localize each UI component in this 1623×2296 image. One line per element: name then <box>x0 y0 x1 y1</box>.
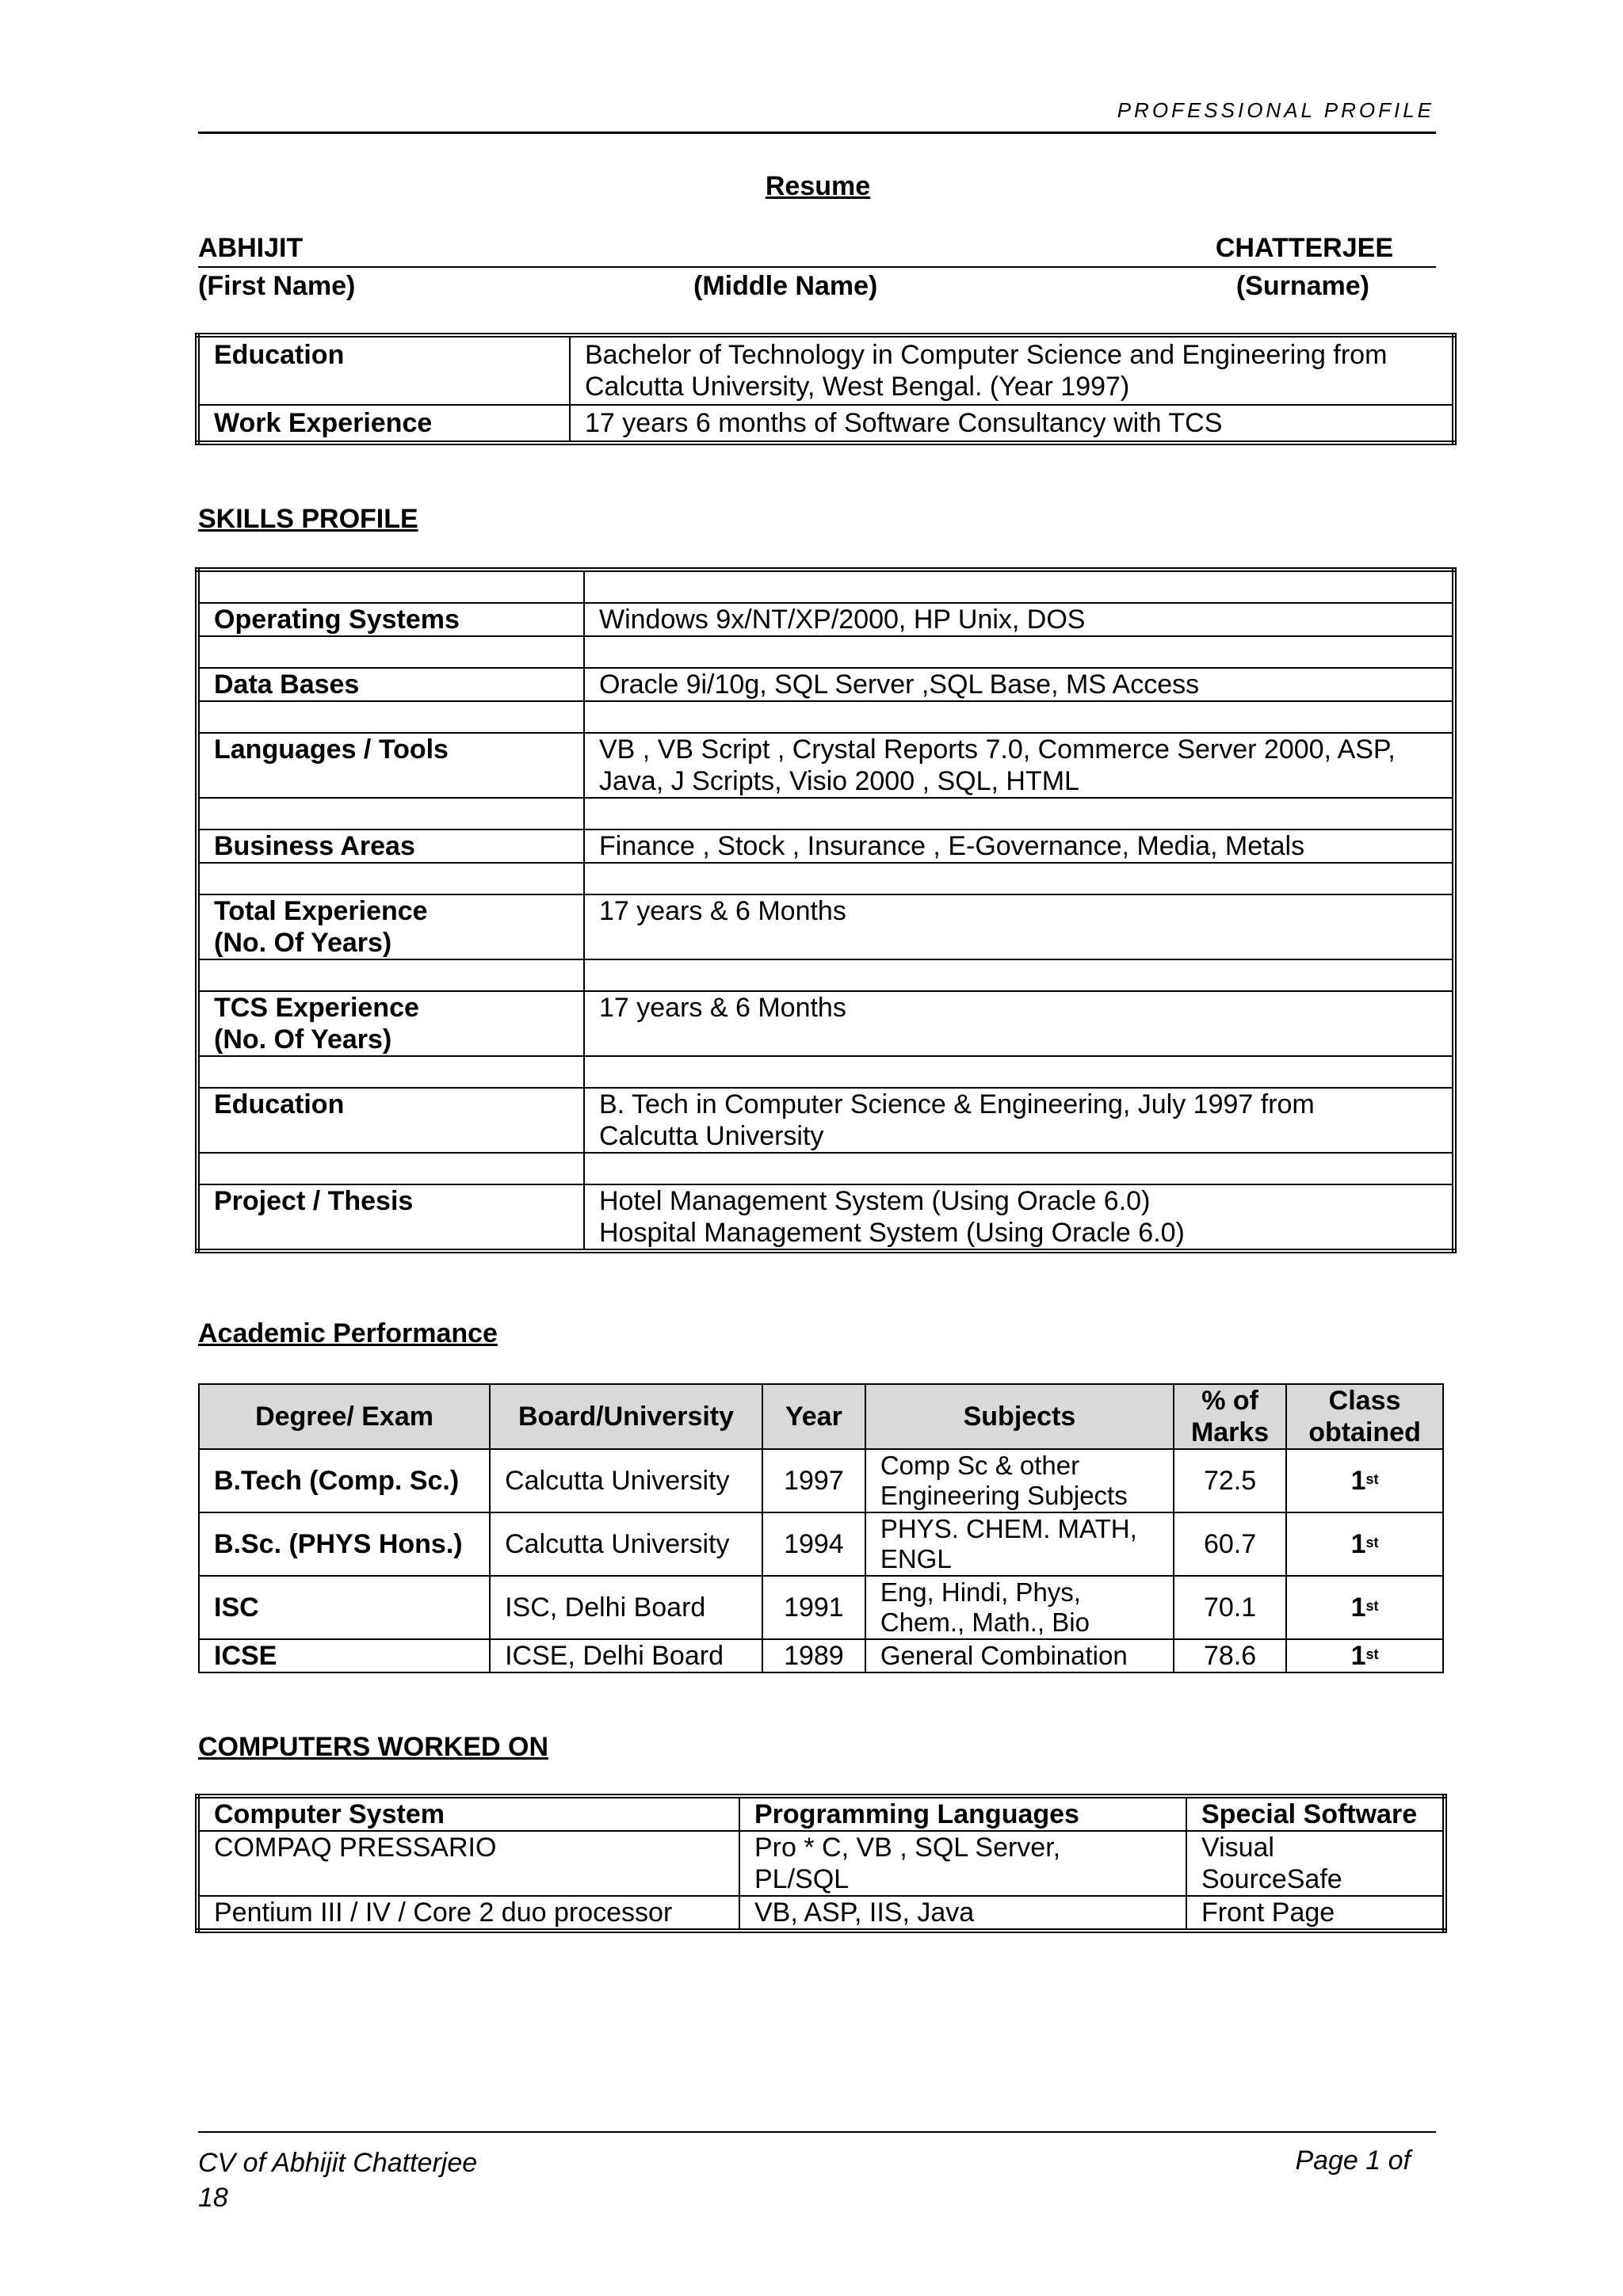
board-cell: ISC, Delhi Board <box>490 1576 762 1639</box>
table-row <box>199 1512 1443 1576</box>
degree-cell: ISC <box>199 1576 490 1639</box>
table-row <box>197 603 1454 636</box>
first-name-label: (First Name) <box>198 271 356 301</box>
col-degree: Degree/ Exam <box>199 1384 490 1449</box>
table-row <box>197 570 1454 603</box>
first-name: ABHIJIT <box>198 233 304 263</box>
marks-cell: 72.5 <box>1174 1449 1286 1512</box>
biz-label: Business Areas <box>197 830 584 863</box>
table-row <box>197 1831 1445 1896</box>
languages-cell: VB, ASP, IIS, Java <box>739 1896 1186 1931</box>
table-row <box>197 863 1454 894</box>
computers-table <box>195 1794 1447 1933</box>
table-row <box>197 991 1454 1056</box>
col-marks: % of Marks <box>1174 1384 1286 1449</box>
col-year: Year <box>762 1384 865 1449</box>
lang-label: Languages / Tools <box>197 733 584 798</box>
subjects-cell: Comp Sc & other Engineering Subjects <box>865 1449 1174 1512</box>
academic-header-row <box>199 1384 1443 1449</box>
skills-edu-label: Education <box>197 1088 584 1153</box>
summary-table <box>195 333 1457 445</box>
db-label: Data Bases <box>197 668 584 701</box>
software-cell: Visual SourceSafe <box>1186 1831 1445 1896</box>
name-values <box>198 233 1436 264</box>
computers-header-row <box>197 1796 1445 1831</box>
col-subjects: Subjects <box>865 1384 1174 1449</box>
tcs-exp-value: 17 years & 6 Months <box>584 991 1454 1056</box>
table-row <box>197 335 1454 405</box>
project-value: Hotel Management System (Using Oracle 6.0) Hospital Management System (Using Oracle 6.0) <box>584 1184 1454 1251</box>
summary-education-label: Education <box>197 335 570 405</box>
board-cell: Calcutta University <box>490 1449 762 1512</box>
subjects-cell: PHYS. CHEM. MATH, ENGL <box>865 1512 1174 1576</box>
middle-name-label: (Middle Name) <box>693 271 878 301</box>
surname: CHATTERJEE <box>1215 233 1393 263</box>
summary-work-label: Work Experience <box>197 405 570 443</box>
table-row <box>197 1153 1454 1184</box>
header-title: PROFESSIONAL PROFILE <box>1117 98 1434 122</box>
class-cell: 1st <box>1286 1512 1443 1576</box>
class-cell: 1st <box>1286 1576 1443 1639</box>
table-row <box>197 959 1454 991</box>
lang-value: VB , VB Script , Crystal Reports 7.0, Commerce Server 2000, ASP, Java, J Scripts, Visio 2000 , SQL, HTML <box>584 733 1454 798</box>
marks-cell: 60.7 <box>1174 1512 1286 1576</box>
summary-education-value: Bachelor of Technology in Computer Science and Engineering from Calcutta University, West Bengal. (Year 1997) <box>570 335 1454 405</box>
computers-heading: COMPUTERS WORKED ON <box>198 1732 548 1762</box>
footer-page: Page 1 of <box>1295 2145 1411 2176</box>
degree-cell: ICSE <box>199 1639 490 1672</box>
name-rule <box>198 266 1436 268</box>
table-row <box>197 636 1454 668</box>
languages-cell: Pro * C, VB , SQL Server, PL/SQL <box>739 1831 1186 1896</box>
skills-heading: SKILLS PROFILE <box>198 504 418 534</box>
total-exp-label: Total Experience (No. Of Years) <box>197 894 584 959</box>
table-row <box>197 798 1454 830</box>
surname-label: (Surname) <box>1235 271 1369 301</box>
table-row <box>197 405 1454 443</box>
table-row <box>197 1896 1445 1931</box>
degree-cell: B.Tech (Comp. Sc.) <box>199 1449 490 1512</box>
class-cell: 1st <box>1286 1449 1443 1512</box>
table-row <box>197 894 1454 959</box>
total-exp-value: 17 years & 6 Months <box>584 894 1454 959</box>
subjects-cell: Eng, Hindi, Phys, Chem., Math., Bio <box>865 1576 1174 1639</box>
table-row <box>197 830 1454 863</box>
system-cell: COMPAQ PRESSARIO <box>197 1831 739 1896</box>
skills-table <box>195 567 1457 1253</box>
col-class: Class obtained <box>1286 1384 1443 1449</box>
table-row <box>197 1184 1454 1251</box>
project-label: Project / Thesis <box>197 1184 584 1251</box>
year-cell: 1997 <box>762 1449 865 1512</box>
col-programming-languages: Programming Languages <box>739 1796 1186 1831</box>
class-cell: 1st <box>1286 1639 1443 1672</box>
software-cell: Front Page <box>1186 1896 1445 1931</box>
year-cell: 1991 <box>762 1576 865 1639</box>
footer-rule <box>198 2131 1436 2133</box>
tcs-exp-label: TCS Experience (No. Of Years) <box>197 991 584 1056</box>
degree-cell: B.Sc. (PHYS Hons.) <box>199 1512 490 1576</box>
academic-table <box>198 1383 1444 1673</box>
db-value: Oracle 9i/10g, SQL Server ,SQL Base, MS Access <box>584 668 1454 701</box>
subjects-cell: General Combination <box>865 1639 1174 1672</box>
table-row <box>197 1056 1454 1088</box>
footer-left: CV of Abhijit Chatterjee 18 <box>198 2148 478 2213</box>
year-cell: 1994 <box>762 1512 865 1576</box>
header-rule <box>198 132 1436 134</box>
table-row <box>197 1088 1454 1153</box>
marks-cell: 78.6 <box>1174 1639 1286 1672</box>
table-row <box>197 733 1454 798</box>
board-cell: Calcutta University <box>490 1512 762 1576</box>
table-row <box>199 1576 1443 1639</box>
marks-cell: 70.1 <box>1174 1576 1286 1639</box>
system-cell: Pentium III / IV / Core 2 duo processor <box>197 1896 739 1931</box>
table-row <box>197 701 1454 733</box>
page-title: Resume <box>765 171 871 201</box>
col-computer-system: Computer System <box>197 1796 739 1831</box>
skills-edu-value: B. Tech in Computer Science & Engineering, July 1997 from Calcutta University <box>584 1088 1454 1153</box>
biz-value: Finance , Stock , Insurance , E-Governance, Media, Metals <box>584 830 1454 863</box>
col-special-software: Special Software <box>1186 1796 1445 1831</box>
name-labels <box>198 271 1436 302</box>
table-row <box>197 668 1454 701</box>
board-cell: ICSE, Delhi Board <box>490 1639 762 1672</box>
os-value: Windows 9x/NT/XP/2000, HP Unix, DOS <box>584 603 1454 636</box>
table-row <box>199 1449 1443 1512</box>
col-board: Board/University <box>490 1384 762 1449</box>
table-row <box>199 1639 1443 1672</box>
summary-work-value: 17 years 6 months of Software Consultancy with TCS <box>570 405 1454 443</box>
year-cell: 1989 <box>762 1639 865 1672</box>
os-label: Operating Systems <box>197 603 584 636</box>
academic-heading: Academic Performance <box>198 1318 498 1348</box>
